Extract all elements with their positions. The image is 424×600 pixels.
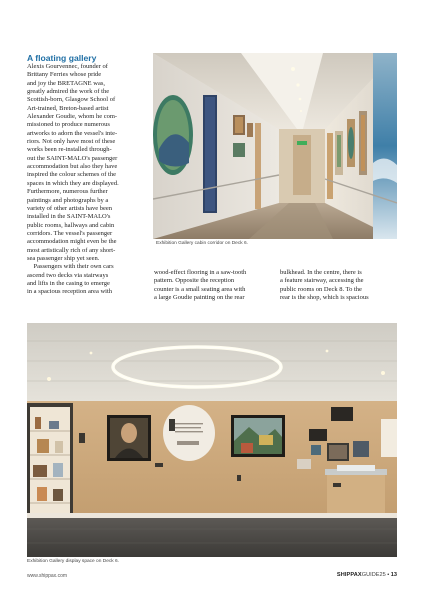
footer-publication: [337, 572, 397, 578]
display-space-photo: [27, 323, 397, 557]
page-number: 13: [390, 572, 397, 578]
corridor-photo-caption: Exhibition Gallery cabin corridor on Deck 6.: [156, 241, 248, 246]
footer-url[interactable]: www.shippax.com: [27, 573, 68, 579]
article-column-3: bulkhead. In the centre, there is a feature stairway, accessing the public rooms on Deck 8. To the rear is the shop, which is spacious: [280, 269, 369, 302]
article-heading: A floating gallery: [27, 53, 97, 63]
footer-separator: •: [385, 572, 391, 578]
display-space-photo-caption: Exhibition Gallery display space on Deck 6.: [27, 559, 119, 564]
footer-guide: GUIDE25: [361, 572, 386, 578]
article-column-2: wood-effect flooring in a saw-tooth pattern. Opposite the reception counter is a small seating area with a large Goudie painting on the rear: [154, 269, 247, 302]
footer-brand: SHIPPAX: [336, 572, 362, 578]
corridor-photo: [153, 53, 397, 239]
article-column-1: Alexis Gourvennec, founder of Brittany Ferries whose pride and joy the BRETAGNE was, greatly admired the work of the Scottish-born, Glasgow School of Art-trained, Breton-based artist Alexander Goudie, whom he com- missioned to produce numerous artworks to adorn the vessel's inte- riors. Not only have most of these works been re-installed through- out the SAINT-MALO's passenger accommodation but also they have inspired the colour schemes of the spaces in which they are displayed. Furthermore, numerous further paintings and photographs by a variety of other artists have been installed in the SAINT-MALO's public rooms, hallways and cabin corridors. The vessel's passenger accommodation might even be the most artistically rich of any short- sea passenger ship yet seen. Passengers with their own cars ascend two decks via stairways and lifts in the casing to emerge in a spacious reception area with: [27, 63, 119, 296]
